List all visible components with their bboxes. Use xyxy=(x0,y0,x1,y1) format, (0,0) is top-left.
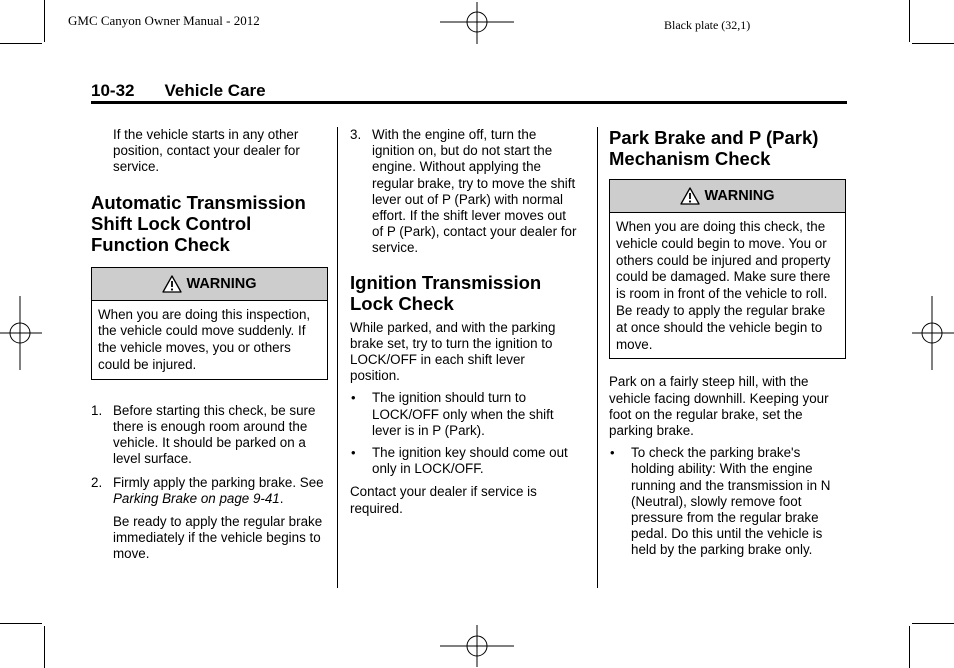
paragraph: Contact your dealer if service is required. xyxy=(350,484,537,516)
crop-mark xyxy=(912,623,954,624)
bullet-icon: • xyxy=(610,445,615,461)
paragraph: While parked, and with the parking brake set, try to turn the ignition to LOCK/OFF in each shift lever position. xyxy=(350,319,556,384)
bullet-text: The ignition should turn to LOCK/OFF only when the shift lever is in P (Park). xyxy=(372,390,554,438)
step-list xyxy=(91,403,328,507)
warning-label: WARNING xyxy=(704,187,775,204)
plate-label: Black plate (32,1) xyxy=(664,18,751,32)
step-text: Before starting this check, be sure there is enough room around the vehicle. It should be parked on a level surface. xyxy=(113,402,316,467)
step-list xyxy=(350,127,578,257)
warning-header xyxy=(92,268,327,301)
bullet-icon: • xyxy=(351,390,356,406)
header-rule xyxy=(91,101,847,104)
warning-box xyxy=(91,267,328,380)
column-1 xyxy=(91,127,328,563)
list-item xyxy=(609,445,846,558)
step-text: . xyxy=(279,490,284,506)
bullet-list xyxy=(609,445,846,558)
crop-mark xyxy=(0,43,42,44)
column-divider xyxy=(597,127,598,588)
column-3 xyxy=(609,127,846,559)
list-item xyxy=(350,390,578,439)
list-item xyxy=(350,445,578,477)
manual-title: GMC Canyon Owner Manual - 2012 xyxy=(68,13,260,28)
list-item xyxy=(350,127,578,257)
warning-text: When you are doing this inspection, the vehicle could move suddenly. If the vehicle moves, you or others could be injured. xyxy=(98,306,311,372)
column-divider xyxy=(337,127,338,588)
paragraph: Park on a fairly steep hill, with the vehicle facing downhill. Keeping your foot on the regular brake, set the parking brake. xyxy=(609,374,829,438)
section-heading: Automatic Transmission Shift Lock Control Function Check xyxy=(91,191,306,255)
crop-mark xyxy=(909,0,910,42)
warning-icon xyxy=(680,187,700,205)
step-number: 2. xyxy=(91,474,103,490)
warning-box xyxy=(609,179,846,359)
intro-text: If the vehicle starts in any other position, contact your dealer for service. xyxy=(113,127,300,175)
crop-mark xyxy=(44,0,45,42)
registration-mark-top xyxy=(440,2,514,44)
bullet-list xyxy=(350,390,578,477)
bullet-text: To check the parking brake's holding ability: With the engine running and the transmission in N (Neutral), slowly remove foot pressure from the regular brake pedal. Do this until the vehicle is held by the parking brake only. xyxy=(631,445,831,558)
crop-mark xyxy=(912,43,954,44)
step-text: With the engine off, turn the ignition on, but do not start the engine. Without applying the regular brake, try to move the shift lever out of P (Park) with normal effort. If the shift lever moves out of P (Park), contact your dealer for service. xyxy=(372,127,577,256)
warning-header xyxy=(610,180,845,213)
running-head xyxy=(91,81,266,101)
section-heading: Ignition Transmission Lock Check xyxy=(350,271,542,314)
registration-mark-left xyxy=(0,296,42,370)
column-2 xyxy=(350,127,578,517)
bullet-icon: • xyxy=(351,445,356,461)
warning-label: WARNING xyxy=(186,275,257,292)
registration-mark-right xyxy=(912,296,954,370)
crop-mark xyxy=(909,626,910,668)
page-number: 10-32 xyxy=(91,81,135,100)
bullet-text: The ignition key should come out only in LOCK/OFF. xyxy=(372,445,568,477)
warning-icon xyxy=(162,275,182,293)
step-number: 3. xyxy=(350,127,362,142)
step-continuation: Be ready to apply the regular brake immediately if the vehicle begins to move. xyxy=(113,514,323,562)
crop-mark xyxy=(44,626,45,668)
crop-mark xyxy=(0,623,42,624)
page-reference-link[interactable]: Parking Brake on page 9-41 xyxy=(113,490,280,506)
warning-text: When you are doing this check, the vehicle could begin to move. You or others could be injured and property could be damaged. Make sure there is room in front of the vehicle to roll. Be ready to apply the regular brake at once should the vehicle begin to move. xyxy=(616,219,831,352)
list-item xyxy=(91,475,328,507)
registration-mark-bottom xyxy=(440,625,514,667)
list-item xyxy=(91,403,328,468)
section-heading: Park Brake and P (Park) Mechanism Check xyxy=(609,127,819,169)
step-text: Firmly apply the parking brake. See xyxy=(113,474,324,490)
section-title: Vehicle Care xyxy=(164,81,266,100)
step-number: 1. xyxy=(91,402,103,418)
